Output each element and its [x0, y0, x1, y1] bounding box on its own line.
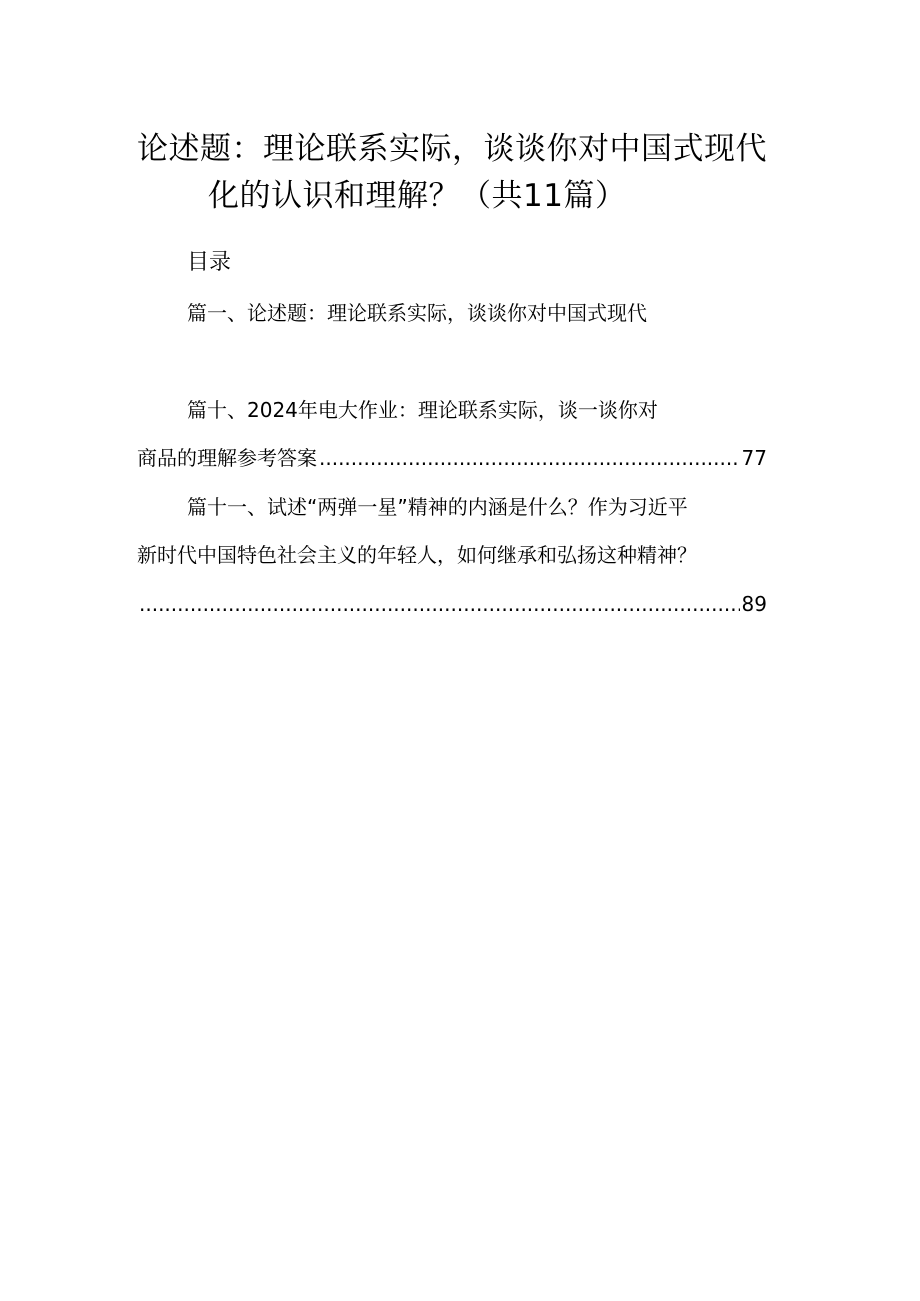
- toc-leader-dots: [319, 444, 740, 472]
- document-title-line-1: 论述题：理论联系实际，谈谈你对中国式现代: [137, 131, 767, 167]
- toc-entry-11-line-2[interactable]: 新时代中国特色社会主义的年轻人，如何继承和弘扬这种精神？: [137, 543, 697, 567]
- toc-entry-10-page-number: 77: [741, 446, 767, 470]
- toc-heading: 目录: [187, 250, 232, 275]
- toc-entry-10-line-2[interactable]: [137, 444, 767, 472]
- toc-entry-11-line-3[interactable]: [137, 590, 767, 618]
- toc-leader-dots: [139, 590, 740, 618]
- toc-entry-10-text: 商品的理解参考答案: [137, 446, 317, 470]
- toc-entry-1-line-1[interactable]: 篇一、论述题：理论联系实际，谈谈你对中国式现代: [187, 301, 647, 325]
- document-title-line-2: 化的认识和理解？（共11篇）: [208, 178, 627, 214]
- toc-entry-11-line-1[interactable]: 篇十一、试述“两弹一星”精神的内涵是什么？作为习近平: [187, 495, 688, 519]
- toc-entry-10-line-1[interactable]: 篇十、2024年电大作业：理论联系实际，谈一谈你对: [187, 398, 658, 422]
- toc-entry-11-page-number: 89: [741, 592, 767, 616]
